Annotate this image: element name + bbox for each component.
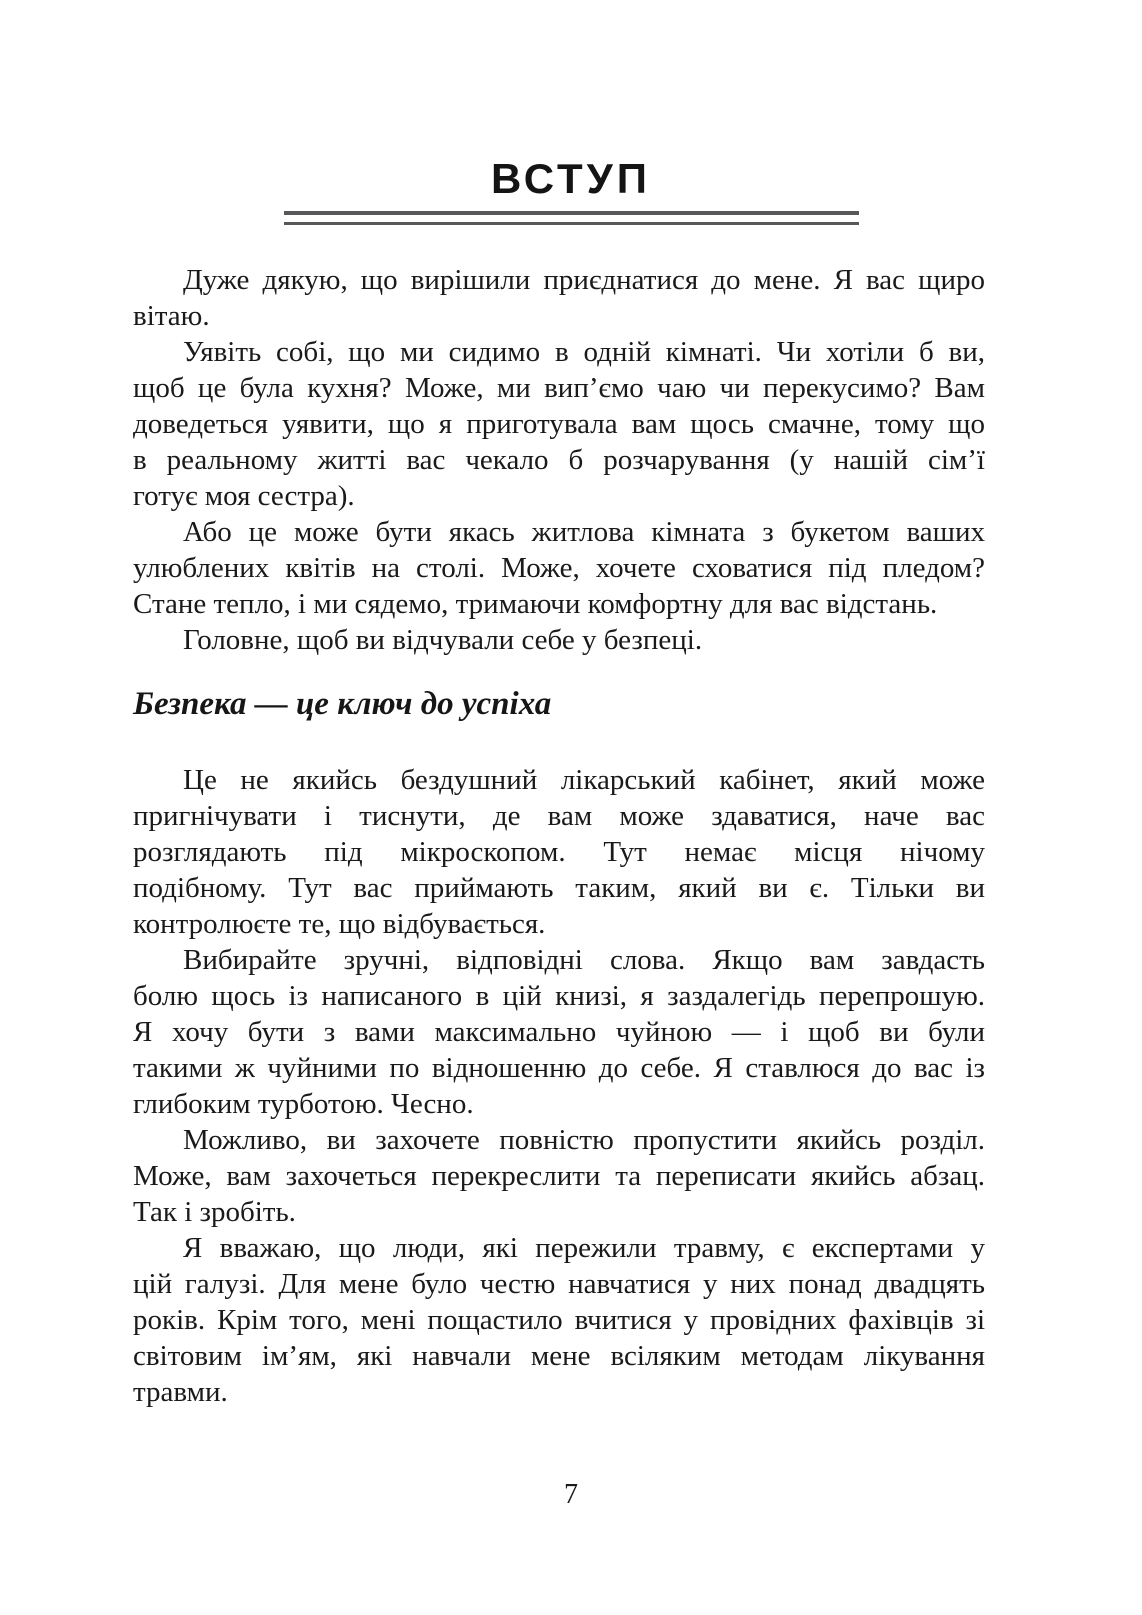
text-line: доведеться уявити, що я приготувала вам щось смачне, тому що: [133, 408, 985, 440]
paragraph: [133, 1122, 985, 1230]
rule-thick: [284, 211, 859, 215]
paragraph: [133, 262, 985, 334]
text-line: такими ж чуйними по відношенню до себе. Я ставлюся до вас із: [133, 1052, 985, 1084]
text-line: Я хочу бути з вами максимально чуйною — і щоб ви були: [133, 1016, 985, 1048]
text-line: пригнічувати і тиснути, де вам може здаватися, наче вас: [133, 800, 985, 832]
title-double-rule: [284, 211, 859, 225]
text-line: Можливо, ви захочете повністю пропустити якийсь розділ.: [183, 1124, 985, 1156]
text-line: Це не якийсь бездушний лікарський кабінет, який може: [183, 764, 985, 796]
text-line: Уявіть собі, що ми сидимо в одній кімнаті. Чи хотіли б ви,: [183, 336, 985, 368]
text-line: Так і зробіть.: [133, 1196, 296, 1228]
chapter-title: ВСТУП: [491, 155, 651, 202]
rule-thin: [284, 222, 859, 225]
page-number: 7: [564, 1479, 578, 1510]
text-line: Дуже дякую, що вирішили приєднатися до мене. Я вас щиро: [183, 264, 985, 296]
text-line: травми.: [133, 1376, 228, 1408]
paragraph: [133, 762, 985, 942]
text-line: розглядають під мікроскопом. Тут немає місця нічому: [133, 836, 985, 868]
text-line: болю щось із написаного в цій книзі, я заздалегідь перепрошую.: [133, 980, 985, 1012]
text-line: контролюєте те, що відбувається.: [133, 908, 546, 940]
section-heading: Безпека — це ключ до успіха: [133, 686, 552, 722]
text-line: Може, вам захочеться перекреслити та переписати якийсь абзац.: [133, 1160, 985, 1192]
text-line: років. Крім того, мені пощастило вчитися у провідних фахівців зі: [133, 1304, 985, 1336]
page-body: [133, 262, 985, 1410]
text-line: готує моя сестра).: [133, 480, 355, 512]
text-line: Або це може бути якась житлова кімната з букетом ваших: [183, 516, 985, 548]
text-line: вітаю.: [133, 300, 210, 332]
paragraph: [133, 1230, 985, 1410]
text-line: глибоким турботою. Чесно.: [133, 1088, 474, 1120]
paragraph: [133, 942, 985, 1122]
paragraph: [133, 334, 985, 514]
text-line: щоб це була кухня? Може, ми вип’ємо чаю чи перекусимо? Вам: [133, 372, 985, 404]
text-line: Стане тепло, і ми сядемо, тримаючи комфортну для вас відстань.: [133, 588, 938, 620]
text-line: цій галузі. Для мене було честю навчатися у них понад двадцять: [133, 1268, 985, 1300]
text-line: Головне, щоб ви відчували себе у безпеці.: [183, 624, 703, 656]
text-line: світовим ім’ям, які навчали мене всіляким методам лікування: [133, 1340, 985, 1372]
text-line: улюблених квітів на столі. Може, хочете сховатися під пледом?: [133, 552, 985, 584]
paragraph: [133, 514, 985, 622]
paragraph: [133, 622, 985, 658]
text-line: Вибирайте зручні, відповідні слова. Якщо вам завдасть: [183, 944, 985, 976]
text-line: подібному. Тут вас приймають таким, який ви є. Тільки ви: [133, 872, 985, 904]
text-line: Я вважаю, що люди, які пережили травму, є експертами у: [183, 1232, 985, 1264]
text-line: в реальному житті вас чекало б розчарування (у нашій сім’ї: [133, 444, 985, 476]
